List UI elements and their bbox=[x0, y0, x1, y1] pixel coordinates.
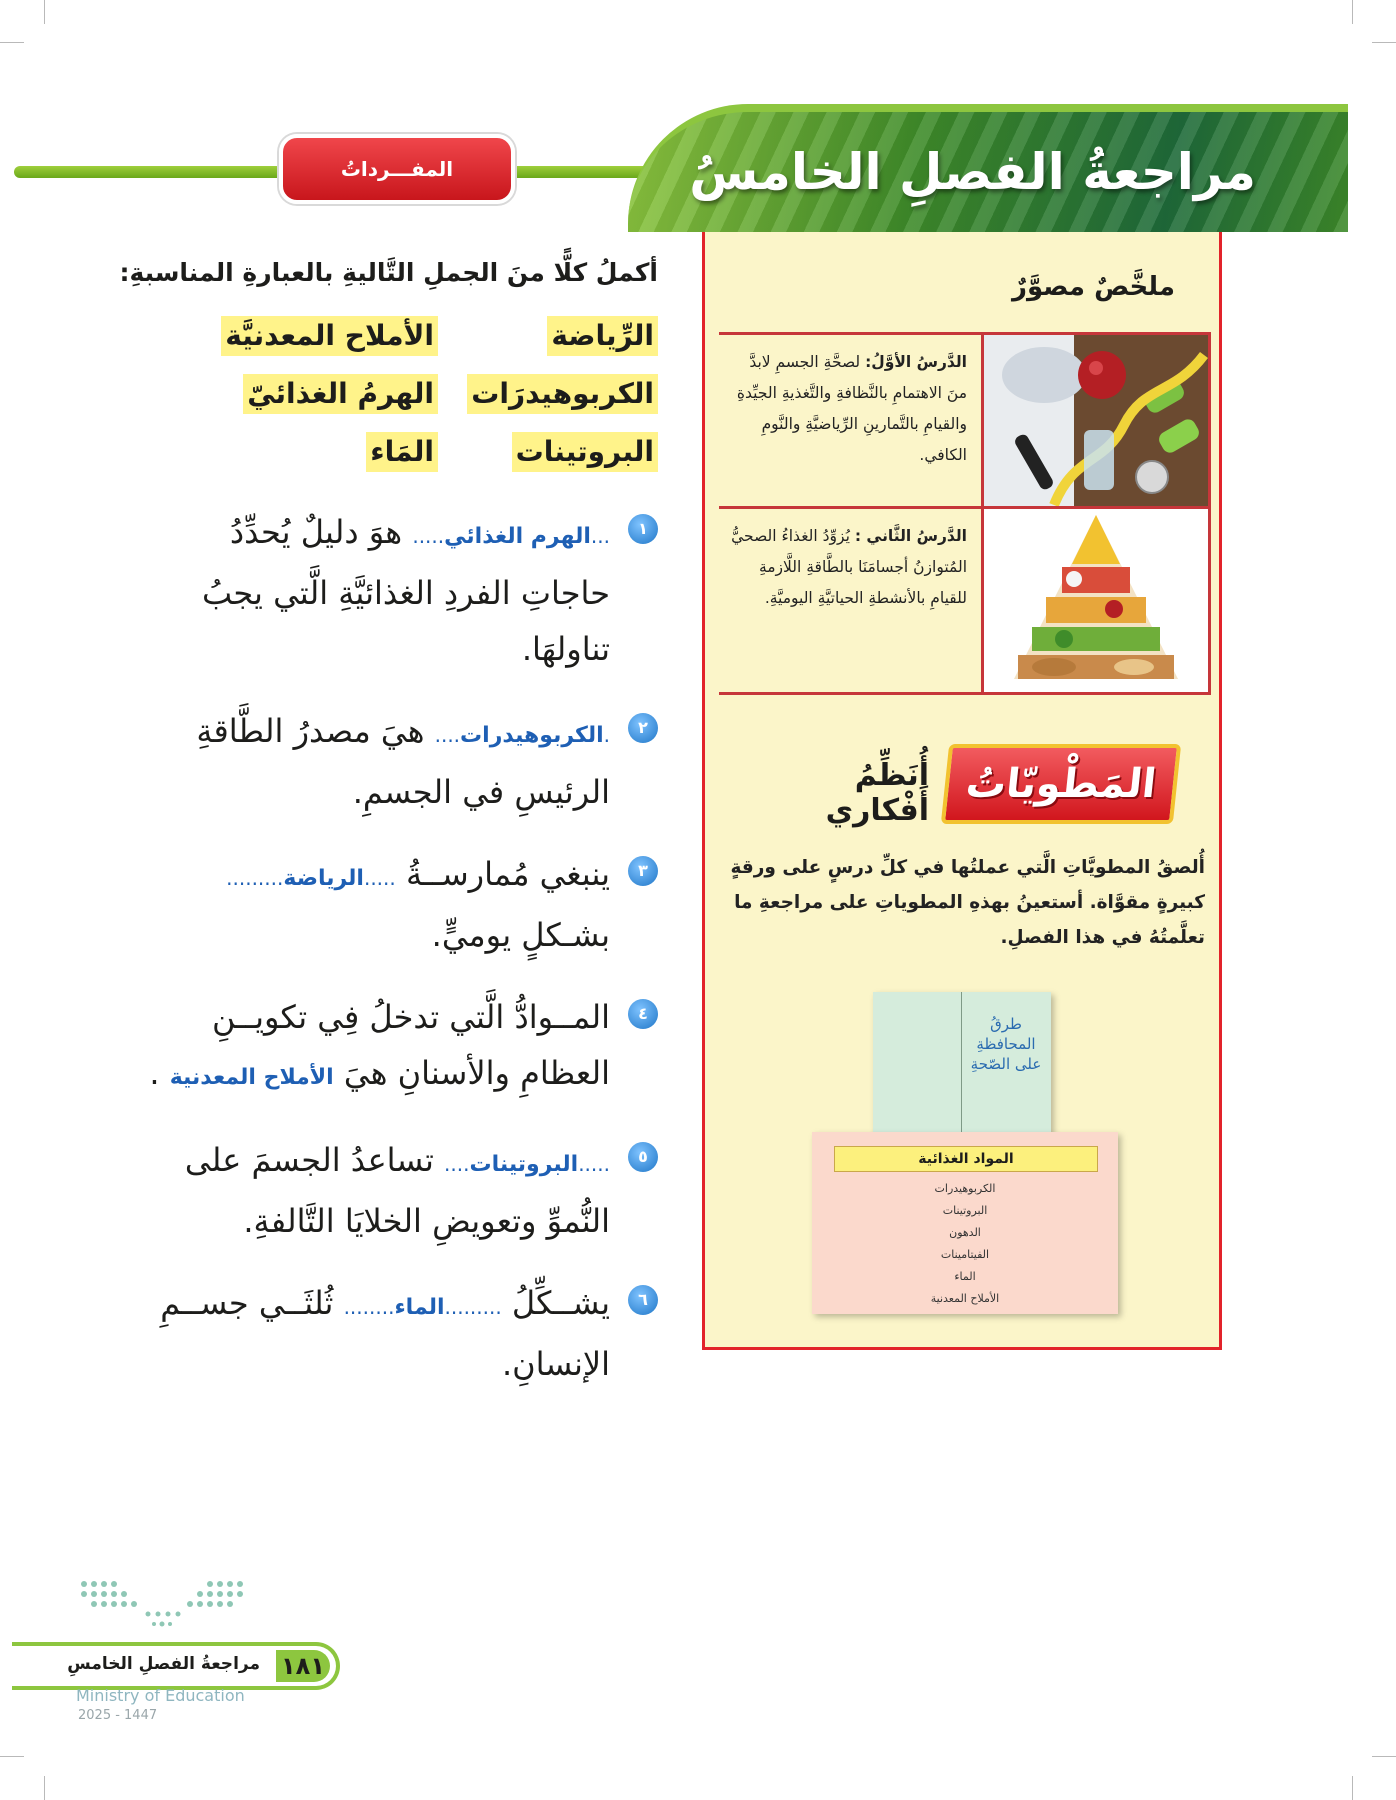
foldables-description: أُلصقُ المطويَّاتِ الَّتي عملتُها في كلِّ درسٍ على ورقةٍ كبيرةٍ مقوَّاة. أستعينُ بهذهِ المطوياتِ على مراجعةِ ما تعلَّمتُهُ في هذا الفصلِ. bbox=[730, 857, 1205, 948]
foldables-logo: المَطْويّاتُ bbox=[941, 744, 1181, 824]
exercise-instruction: أكملُ كلًّا منَ الجملِ التَّاليةِ بالعبارةِ المناسبةِ: bbox=[119, 258, 658, 287]
crop-mark bbox=[0, 42, 24, 43]
foldable-card-nutrients bbox=[812, 1132, 1118, 1314]
footer-title: مراجعةُ الفصلِ الخامسِ bbox=[67, 1654, 260, 1674]
fitness-photo bbox=[981, 335, 1211, 506]
nutrients-heading: المواد الغذائية bbox=[834, 1146, 1098, 1172]
list-item: الماء bbox=[954, 1270, 976, 1283]
question-number: ١ bbox=[628, 514, 658, 544]
question-text-before: يشــكِّلُ bbox=[511, 1284, 610, 1322]
ministry-logo bbox=[78, 1578, 246, 1638]
question-item: ١ ...الهرم الغذائي..... هوَ دليلٌ يُحدِّدُ حاجاتِ الفردِ الغذائيَّةِ الَّتي يجبُ تناولهَا. bbox=[138, 504, 658, 677]
crop-mark bbox=[1372, 42, 1396, 43]
question-item: ٥ .....البروتينات.... تساعدُ الجسمَ على النُّموِّ وتعويضِ الخلايَا التَّالفةِ. bbox=[138, 1132, 658, 1249]
question-number: ٣ bbox=[628, 856, 658, 886]
word-bank-item: الأملاح المعدنيَّة bbox=[221, 316, 438, 356]
list-item: الكربوهيدرات bbox=[934, 1182, 996, 1195]
foldable-card-label: طرقُ المحافظةِ على الصّحةِ bbox=[970, 1015, 1042, 1073]
word-bank-item: الكربوهيدرَات bbox=[467, 374, 658, 414]
word-bank-item: الرِّياضة bbox=[547, 316, 658, 356]
word-bank-item: المَاء bbox=[366, 432, 438, 472]
list-item: البروتينات bbox=[942, 1204, 988, 1217]
question-text: . bbox=[149, 1054, 160, 1092]
question-text: هيَ مصدرُ الطَّاقةِ الرئيسِ في الجسمِ. bbox=[196, 712, 610, 811]
chapter-title: مراجعةُ الفصلِ الخامسُ bbox=[689, 143, 1256, 201]
question-text: تساعدُ الجسمَ على النُّموِّ وتعويضِ الخلايَا التَّالفةِ. bbox=[184, 1141, 610, 1240]
crop-mark bbox=[44, 0, 45, 24]
questions-list bbox=[138, 504, 658, 1418]
word-bank bbox=[225, 316, 658, 476]
list-item: الدهون bbox=[949, 1226, 981, 1239]
lesson-row bbox=[719, 335, 1211, 509]
crop-mark bbox=[0, 1756, 24, 1757]
foldables-header bbox=[757, 732, 1197, 832]
ministry-name: Ministry of Education bbox=[76, 1686, 245, 1705]
question-text: ثُلثَــي جســمِ الإنسانِ. bbox=[160, 1284, 610, 1383]
answer-fill[interactable]: البروتينات bbox=[469, 1152, 579, 1177]
lesson-1-title: الدَّرسُ الأوَّلُ: bbox=[865, 353, 967, 371]
crop-mark bbox=[1372, 1756, 1396, 1757]
lesson-row bbox=[719, 509, 1211, 695]
edition-year: 2025 - 1447 bbox=[78, 1708, 158, 1723]
question-number: ٥ bbox=[628, 1142, 658, 1172]
answer-fill[interactable]: الرياضة bbox=[283, 866, 364, 891]
question-number: ٢ bbox=[628, 713, 658, 743]
question-item: ٣ ينبغي مُمارســةُ .....الرياضة......... بشـكلٍ يوميٍّ. bbox=[138, 846, 658, 963]
crop-mark bbox=[1352, 1776, 1353, 1800]
question-text: بشـكلٍ يوميٍّ. bbox=[431, 916, 610, 954]
list-item: الأملاح المعدنية bbox=[930, 1292, 1000, 1305]
foldable-card-green bbox=[873, 992, 1051, 1142]
question-item: ٢ .الكربوهيدرات.... هيَ مصدرُ الطَّاقةِ الرئيسِ في الجسمِ. bbox=[138, 703, 658, 820]
answer-fill[interactable]: الكربوهيدرات bbox=[460, 723, 604, 748]
lesson-1-body: لصحَّةِ الجسمِ لابدَّ منَ الاهتمامِ بالنَّظافةِ والتَّغذيةِ الجيِّدةِ والقيامِ بالتَّمارينِ الرِّياضيَّةِ والنَّومِ الكافي. bbox=[736, 353, 967, 464]
question-item: ٦ يشــكِّلُ .........الماء........ ثُلثَــي جســمِ الإنسانِ. bbox=[138, 1275, 658, 1392]
footer-page-tab bbox=[12, 1642, 340, 1690]
fold-line bbox=[961, 992, 962, 1142]
question-text-before: المــوادُّ الَّتي تدخلُ فِي تكويــنِ العظامِ والأسنانِ هيَ bbox=[211, 998, 610, 1092]
lesson-2-title: الدَّرسُ الثَّاني : bbox=[854, 527, 967, 545]
crop-mark bbox=[1352, 0, 1353, 24]
word-bank-item: الهرمُ الغذائيّ bbox=[243, 374, 438, 414]
lesson-table bbox=[719, 332, 1211, 695]
question-number: ٦ bbox=[628, 1285, 658, 1315]
answer-fill[interactable]: الأملاح المعدنية bbox=[169, 1065, 334, 1090]
page-number: ١٨١ bbox=[276, 1650, 330, 1682]
answer-fill[interactable]: الهرم الغذائي bbox=[444, 524, 591, 549]
summary-heading: ملخَّصٌ مصوَّرٌ bbox=[1012, 272, 1175, 302]
lesson-2-text bbox=[719, 509, 981, 692]
nutrients-list bbox=[834, 1178, 1096, 1310]
lesson-2-body: يُزوِّدُ الغذاءُ الصحيُّ المُتوازنُ أجسامَنَا بالطَّاقةِ اللَّازمةِ للقيامِ بالأنشطةِ الحياتيَّةِ اليوميَّةِ. bbox=[731, 527, 967, 607]
vocab-tab: المفـــرداتُ bbox=[279, 134, 515, 204]
list-item: الفيتامينات bbox=[940, 1248, 990, 1261]
question-text: هوَ دليلٌ يُحدِّدُ حاجاتِ الفردِ الغذائيَّةِ الَّتي يجبُ تناولهَا. bbox=[201, 513, 610, 668]
word-bank-item: البروتينات bbox=[512, 432, 658, 472]
question-number: ٤ bbox=[628, 999, 658, 1029]
lesson-1-text bbox=[719, 335, 981, 506]
food-pyramid-photo bbox=[981, 509, 1211, 692]
visual-summary-box bbox=[702, 232, 1222, 1350]
crop-mark bbox=[44, 1776, 45, 1800]
foldables-subtitle: أُنَظِّمُ أَفْكاري bbox=[825, 758, 929, 828]
question-text-before: ينبغي مُمارســةُ bbox=[405, 855, 610, 893]
answer-fill[interactable]: الماء bbox=[394, 1295, 445, 1320]
chapter-title-banner bbox=[628, 104, 1348, 232]
question-item bbox=[138, 989, 658, 1106]
